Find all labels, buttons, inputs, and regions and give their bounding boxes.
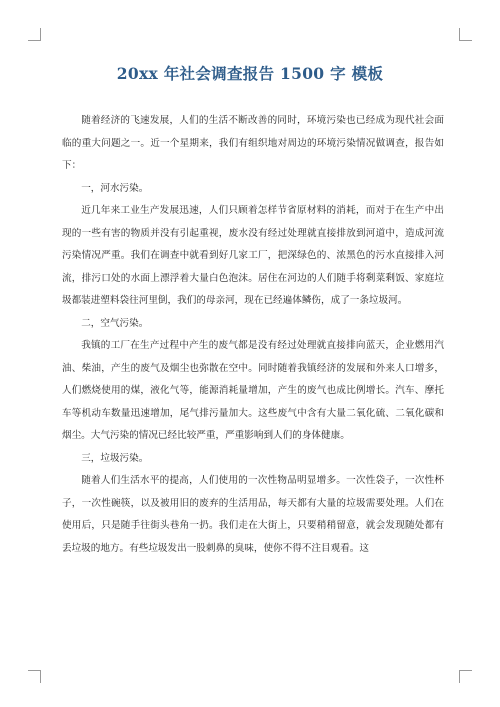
section-heading-river: 一，河水污染。 bbox=[81, 182, 149, 194]
air-pollution-paragraph: 我镇的工厂在生产过程中产生的废气都是没有经过处理就直接排向蓝天，企业燃用汽油、柴油，产生的废气及烟尘也弥散在空中。同时随着我镇经济的发展和外来人口增多，人们燃烧使用的煤，液化气等，能源消耗量增加，产生的废气也成比例增长。汽车、摩托车等机动车数量迅速增加，尾气排污量加大。这些废气中含有大量二氧化硫、二氧化碳和烟尘。大气污染的情况已经比较严重，严重影响到人们的身体健康。 bbox=[62, 340, 444, 441]
crop-mark-bottom-right bbox=[459, 670, 472, 683]
crop-mark-bottom-left bbox=[28, 670, 41, 683]
document-title: 20xx 年社会调查报告 1500 字 模板 bbox=[116, 64, 384, 83]
intro-paragraph: 随着经济的飞速发展，人们的生活不断改善的同时，环境污染也已经成为现代社会面临的重大问题之一。近一个星期来，我们有组织地对周边的环境污染情况做调查，报告如下： bbox=[62, 115, 444, 171]
section-heading-air: 二，空气污染。 bbox=[81, 317, 149, 329]
crop-mark-top-right bbox=[459, 28, 472, 41]
crop-mark-top-left bbox=[28, 28, 41, 41]
garbage-pollution-paragraph: 随着人们生活水平的提高，人们使用的一次性物品明显增多。一次性袋子，一次性杯子，一次性碗筷，以及被用旧的废弃的生活用品，每天都有大量的垃圾需要处理。人们在使用后，只是随手往街头巷角一扔。我们走在大街上，只要稍稍留意，就会发现随处都有丢垃圾的地方。有些垃圾发出一股刺鼻的臭味，使你不得不注目观看。这 bbox=[62, 475, 444, 554]
section-heading-garbage: 三，垃圾污染。 bbox=[81, 452, 149, 464]
document-body bbox=[62, 110, 444, 560]
river-pollution-paragraph: 近几年来工业生产发展迅速，人们只顾着怎样节省原材料的消耗，而对于在生产中出现的一些有害的物质并没有引起重视，废水没有经过处理就直接排放到河道中，造成河流污染情况严重。我们在调查中就看到好几家工厂，把深绿色的、浓黑色的污水直接排入河流，排污口处的水面上漂浮着大量白色泡沫。居住在河边的人们随手将剩菜剩饭、家庭垃圾都装进塑料袋往河里倒，我们的母亲河，现在已经遍体鳞伤，成了一条垃圾河。 bbox=[62, 205, 444, 306]
